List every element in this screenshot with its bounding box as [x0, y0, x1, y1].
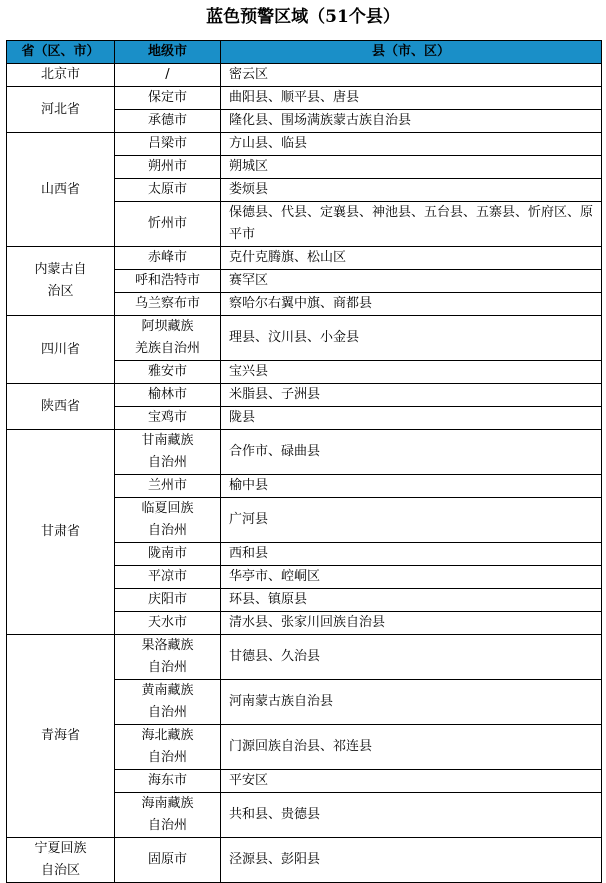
county-cell: 密云区 — [221, 64, 602, 87]
county-cell: 广河县 — [221, 498, 602, 543]
county-cell: 甘德县、久治县 — [221, 635, 602, 680]
province-cell: 河北省 — [7, 87, 115, 133]
city-cell: 太原市 — [115, 179, 221, 202]
city-cell: 榆林市 — [115, 384, 221, 407]
city-cell: 朔州市 — [115, 156, 221, 179]
city-cell: 呼和浩特市 — [115, 270, 221, 293]
county-cell: 察哈尔右翼中旗、商都县 — [221, 293, 602, 316]
county-cell: 米脂县、子洲县 — [221, 384, 602, 407]
province-cell: 宁夏回族 自治区 — [7, 838, 115, 883]
county-cell: 娄烦县 — [221, 179, 602, 202]
city-cell: 天水市 — [115, 612, 221, 635]
province-cell: 甘肃省 — [7, 430, 115, 635]
city-cell: 阿坝藏族 羌族自治州 — [115, 316, 221, 361]
table-row — [7, 64, 602, 87]
county-cell: 克什克腾旗、松山区 — [221, 247, 602, 270]
city-cell: 兰州市 — [115, 475, 221, 498]
county-cell: 赛罕区 — [221, 270, 602, 293]
county-cell: 河南蒙古族自治县 — [221, 680, 602, 725]
table-row — [7, 384, 602, 407]
city-cell: 庆阳市 — [115, 589, 221, 612]
county-cell: 保德县、代县、定襄县、神池县、五台县、五寨县、忻府区、原平市 — [221, 202, 602, 247]
county-cell: 隆化县、围场满族蒙古族自治县 — [221, 110, 602, 133]
table-row — [7, 838, 602, 883]
document-title: 蓝色预警区域（51个县） — [206, 7, 400, 27]
county-cell: 方山县、临县 — [221, 133, 602, 156]
county-cell: 理县、汶川县、小金县 — [221, 316, 602, 361]
province-cell: 四川省 — [7, 316, 115, 384]
county-cell: 门源回族自治县、祁连县 — [221, 725, 602, 770]
city-cell: 陇南市 — [115, 543, 221, 566]
county-cell: 陇县 — [221, 407, 602, 430]
county-cell: 华亭市、崆峒区 — [221, 566, 602, 589]
city-cell: 果洛藏族 自治州 — [115, 635, 221, 680]
table-row — [7, 430, 602, 475]
city-cell: 保定市 — [115, 87, 221, 110]
city-cell: 平凉市 — [115, 566, 221, 589]
county-cell: 泾源县、彭阳县 — [221, 838, 602, 883]
county-cell: 合作市、碌曲县 — [221, 430, 602, 475]
county-cell: 曲阳县、顺平县、唐县 — [221, 87, 602, 110]
table-row — [7, 247, 602, 270]
warning-region-table — [6, 40, 602, 883]
city-cell: 吕梁市 — [115, 133, 221, 156]
city-cell: 海东市 — [115, 770, 221, 793]
county-cell: 宝兴县 — [221, 361, 602, 384]
province-cell: 北京市 — [7, 64, 115, 87]
county-cell: 环县、镇原县 — [221, 589, 602, 612]
county-cell: 平安区 — [221, 770, 602, 793]
city-cell: 宝鸡市 — [115, 407, 221, 430]
province-cell: 山西省 — [7, 133, 115, 247]
city-cell: 忻州市 — [115, 202, 221, 247]
county-cell: 榆中县 — [221, 475, 602, 498]
table-row — [7, 316, 602, 361]
province-cell: 内蒙古自 治区 — [7, 247, 115, 316]
city-cell: 临夏回族 自治州 — [115, 498, 221, 543]
city-cell: 乌兰察布市 — [115, 293, 221, 316]
header-province: 省（区、市） — [7, 41, 115, 64]
table-row — [7, 87, 602, 110]
city-cell: 黄南藏族 自治州 — [115, 680, 221, 725]
province-cell: 陕西省 — [7, 384, 115, 430]
city-cell: 海南藏族 自治州 — [115, 793, 221, 838]
table-header-row — [7, 41, 602, 64]
city-cell: / — [115, 64, 221, 87]
table-body — [7, 64, 602, 883]
county-cell: 西和县 — [221, 543, 602, 566]
city-cell: 雅安市 — [115, 361, 221, 384]
table-row — [7, 635, 602, 680]
city-cell: 海北藏族 自治州 — [115, 725, 221, 770]
county-cell: 朔城区 — [221, 156, 602, 179]
header-county: 县（市、区） — [221, 41, 602, 64]
table-row — [7, 133, 602, 156]
city-cell: 固原市 — [115, 838, 221, 883]
city-cell: 承德市 — [115, 110, 221, 133]
city-cell: 甘南藏族 自治州 — [115, 430, 221, 475]
county-cell: 清水县、张家川回族自治县 — [221, 612, 602, 635]
header-city: 地级市 — [115, 41, 221, 64]
province-cell: 青海省 — [7, 635, 115, 838]
city-cell: 赤峰市 — [115, 247, 221, 270]
county-cell: 共和县、贵德县 — [221, 793, 602, 838]
